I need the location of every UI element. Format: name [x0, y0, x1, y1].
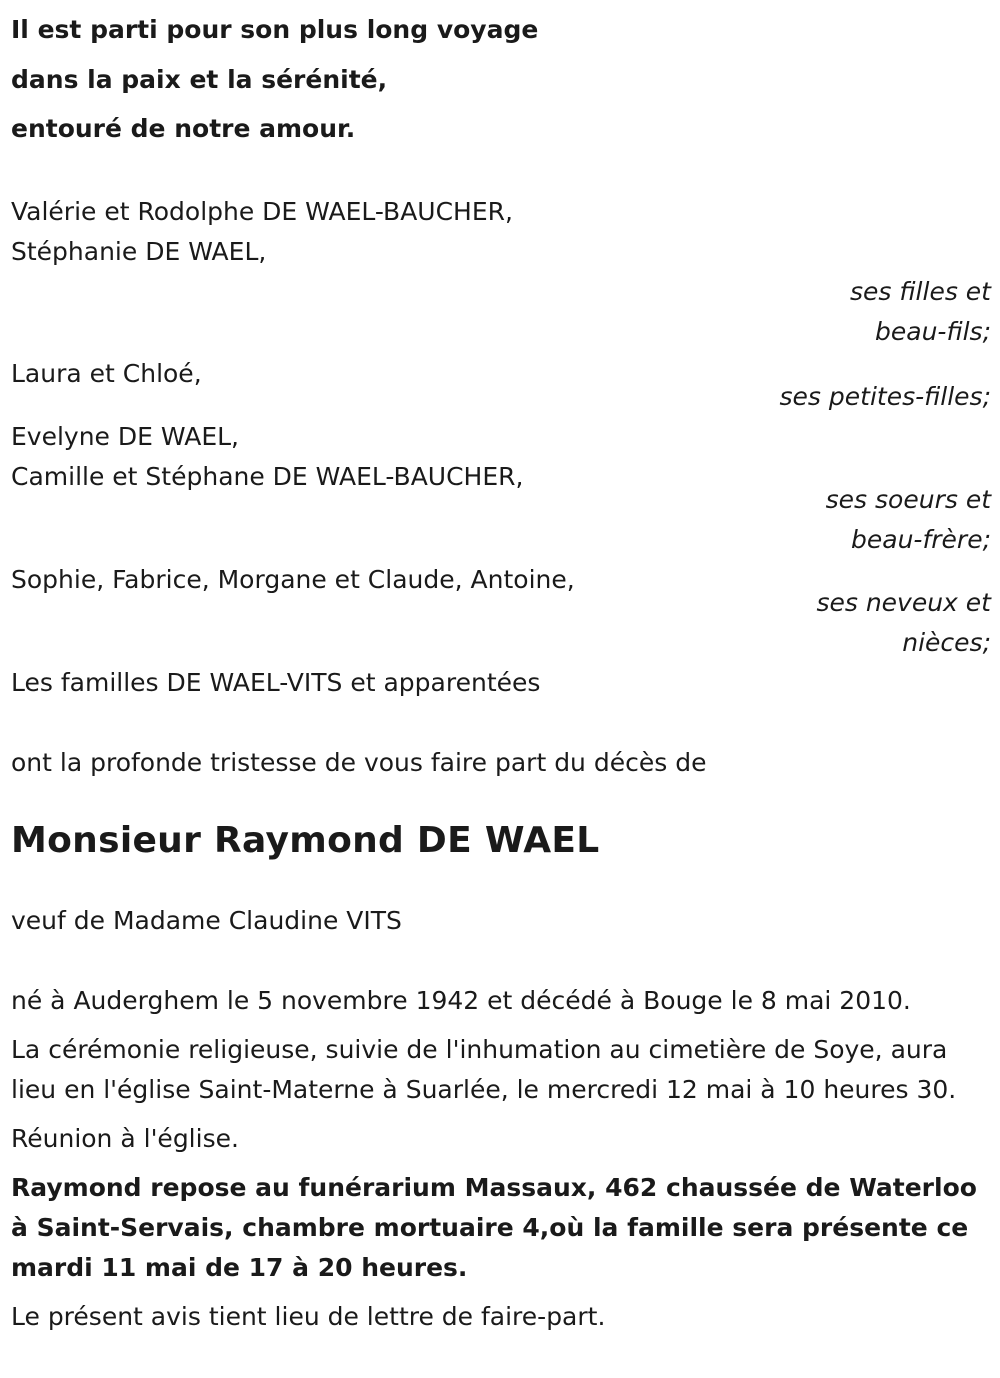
family-sisters: [11, 417, 991, 560]
intro-line: entouré de notre amour.: [11, 114, 356, 143]
relation-label: ses filles et: [850, 276, 991, 306]
funeral-home-text: Raymond repose au funérarium Massaux, 462 chaussée de Waterloo à Saint-Servais, chambre mortuaire 4,où la famille sera présente ce mardi 11 mai de 17 à 20 heures.: [11, 1172, 977, 1282]
announcement-text: ont la profonde tristesse de vous faire part du décès de: [11, 747, 707, 777]
family-granddaughters: [11, 354, 991, 417]
family-line: Les familles DE WAEL-VITS et apparentées: [11, 667, 541, 697]
widower-text: veuf de Madame Claudine VITS: [11, 905, 402, 935]
relation-label: beau-frère;: [851, 524, 991, 554]
meeting-text: Réunion à l'église.: [11, 1123, 239, 1153]
birth-death-text: né à Auderghem le 5 novembre 1942 et décédé à Bouge le 8 mai 2010.: [11, 985, 911, 1015]
relation-label: ses neveux et: [816, 587, 991, 617]
deceased-name: Monsieur Raymond DE WAEL: [11, 819, 600, 861]
family-line: Camille et Stéphane DE WAEL-BAUCHER,: [11, 461, 524, 491]
closing-text: Le présent avis tient lieu de lettre de faire-part.: [11, 1301, 606, 1331]
intro-poem: [11, 5, 991, 154]
relation-label: ses soeurs et: [825, 484, 991, 514]
family-daughters: [11, 192, 991, 352]
family-line: Laura et Chloé,: [11, 358, 202, 388]
relation-label: beau-fils;: [875, 316, 991, 346]
family-nephews: [11, 560, 991, 663]
family-line: Evelyne DE WAEL,: [11, 421, 240, 451]
family-line: Sophie, Fabrice, Morgane et Claude, Antoine,: [11, 564, 575, 594]
relation-label: ses petites-filles;: [779, 381, 991, 411]
intro-line: Il est parti pour son plus long voyage: [11, 15, 539, 44]
obituary-notice: [11, 5, 991, 1337]
ceremony-text: La cérémonie religieuse, suivie de l'inhumation au cimetière de Soye, aura lieu en l'église Saint-Materne à Suarlée, le mercredi 12 mai à 10 heures 30.: [11, 1034, 957, 1104]
family-line: Stéphanie DE WAEL,: [11, 236, 267, 266]
relation-label: nièces;: [902, 627, 991, 657]
family-line: Valérie et Rodolphe DE WAEL-BAUCHER,: [11, 196, 513, 226]
intro-line: dans la paix et la sérénité,: [11, 64, 388, 94]
